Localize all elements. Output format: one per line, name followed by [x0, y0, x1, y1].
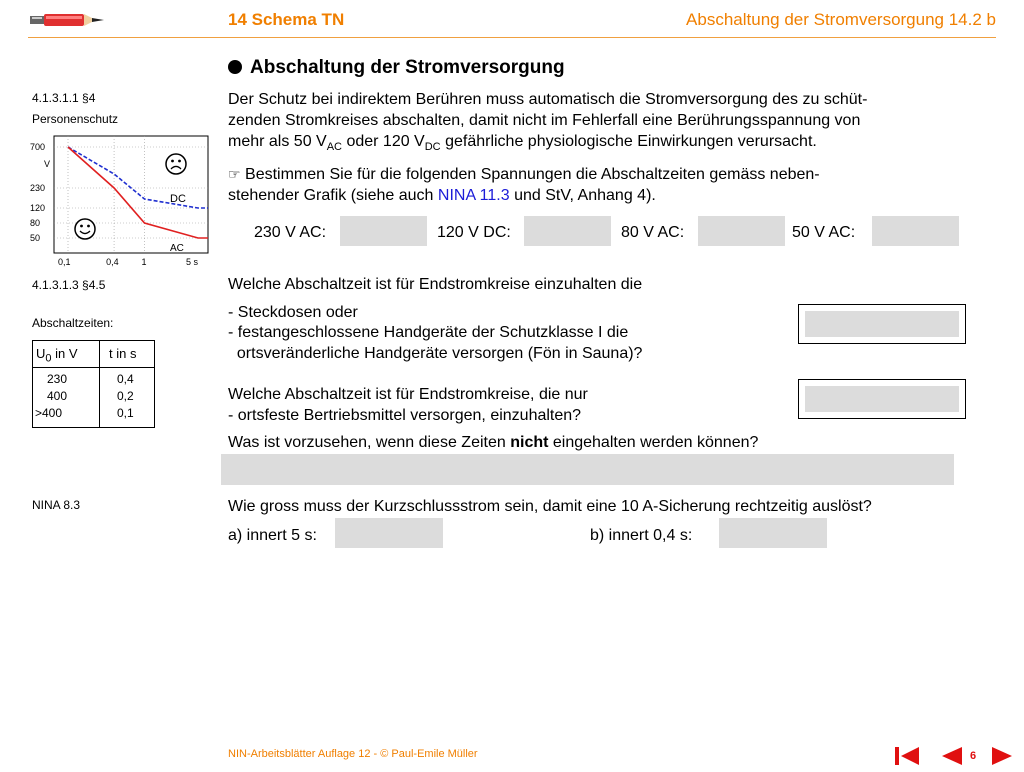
sidebar-ref-3: Abschaltzeiten:: [32, 316, 114, 330]
pencil-logo-icon: [28, 8, 108, 32]
footer-copyright: NIN-Arbeitsblätter Auflage 12 - © Paul-Emile Müller: [228, 748, 478, 760]
sidebar-ref-4: NINA 8.3: [32, 498, 81, 512]
x-tick-label: 1: [141, 257, 147, 267]
voltage-time-chart: [28, 134, 214, 268]
sidebar-ref-1-sub: Personenschutz: [32, 112, 119, 126]
task-line-1: ☞ Bestimmen Sie für die folgenden Spannungen die Abschaltzeiten gemäss neben-: [228, 166, 820, 183]
x-tick-label: 0,1: [58, 257, 71, 267]
answer-field-50ac[interactable]: [872, 216, 959, 246]
answer-field-80ac[interactable]: [698, 216, 785, 246]
shutdown-times-table: [32, 340, 155, 428]
nina-link[interactable]: NINA 11.3: [437, 187, 510, 204]
page-number: 6: [970, 750, 977, 762]
question-2-line-1: Welche Abschaltzeit ist für Endstromkreise, die nur: [228, 386, 588, 403]
table-divider: [33, 367, 154, 368]
question-4b-label: b) innert 0,4 s:: [590, 527, 693, 544]
y-tick-label: V: [44, 159, 51, 169]
table-cell: >400: [35, 406, 63, 420]
question-1-line-2: - festangeschlossene Handgeräte der Schutzklasse I die: [228, 324, 629, 341]
task-line-2: stehender Grafik (siehe auch NINA 11.3 und StV, Anhang 4).: [228, 187, 656, 204]
answer-field-120dc[interactable]: [524, 216, 611, 246]
bullet-icon: [228, 60, 242, 74]
pointing-hand-icon: ☞: [228, 167, 241, 183]
table-header-time: t in s: [109, 346, 137, 361]
table-cell: 0,4: [117, 372, 134, 386]
answer-field-230ac[interactable]: [340, 216, 427, 246]
voltage-label-80ac: 80 V AC:: [621, 224, 685, 241]
answer-field-question-2[interactable]: [798, 379, 966, 419]
y-tick-label: 700: [30, 142, 46, 152]
intro-line-3: mehr als 50 $V_{AC}$ oder 120 $V_{DC}$ gefährliche physiologische Einwirkungen verursacht.: [228, 133, 817, 154]
question-4a-label: a) innert 5 s:: [228, 527, 317, 544]
sidebar-ref-2: 4.1.3.1.3 §4.5: [32, 278, 106, 292]
voltage-label-230ac: 230 V AC:: [254, 224, 327, 241]
series-label-dc: DC: [170, 193, 186, 205]
table-cell: 0,1: [117, 406, 134, 420]
y-tick-label: 50: [30, 233, 41, 243]
answer-field-question-1[interactable]: [798, 304, 966, 344]
header-divider: [28, 37, 996, 38]
x-tick-label: 0,4: [106, 257, 119, 267]
table-cell: 0,2: [117, 389, 134, 403]
answer-field-fill: [805, 311, 959, 337]
question-3: Was ist vorzusehen, wenn diese Zeiten nicht eingehalten werden können?: [228, 434, 759, 451]
question-4: Wie gross muss der Kurzschlussstrom sein, damit eine 10 A-Sicherung rechtzeitig auslöst?: [228, 498, 872, 515]
main-heading: Abschaltung der Stromversorgung: [228, 57, 565, 79]
series-label-ac: AC: [170, 243, 184, 254]
sad-face-icon: [166, 154, 186, 174]
question-2-line-2: - ortsfeste Bertriebsmittel versorgen, einzuhalten?: [228, 407, 582, 424]
y-tick-label: 80: [30, 218, 41, 228]
answer-field-question-3[interactable]: [221, 454, 954, 485]
y-tick-label: 230: [30, 183, 46, 193]
voltage-label-120dc: 120 V DC:: [437, 224, 511, 241]
y-tick-label: 120: [30, 203, 46, 213]
smiley-face-icon: [75, 219, 95, 239]
x-tick-label: 5 s: [186, 257, 199, 267]
answer-field-question-4b[interactable]: [719, 518, 827, 548]
table-cell: 400: [47, 389, 68, 403]
question-1-intro: Welche Abschaltzeit ist für Endstromkreise einzuhalten die: [228, 276, 643, 293]
section-title: Abschaltung der Stromversorgung 14.2 b: [686, 10, 996, 29]
chapter-title: 14 Schema TN: [228, 10, 345, 29]
sidebar-ref-1: 4.1.3.1.1 §4: [32, 91, 96, 105]
answer-field-fill: [805, 386, 959, 412]
intro-line-2: zenden Stromkreises abschalten, damit nicht im Fehlerfall eine Berührungsspannung von: [228, 112, 861, 129]
voltage-label-50ac: 50 V AC:: [792, 224, 856, 241]
answer-field-question-4a[interactable]: [335, 518, 443, 548]
table-cell: 230: [47, 372, 68, 386]
table-divider: [99, 341, 100, 427]
question-1-line-3: ortsveränderliche Handgeräte versorgen (Fön in Sauna)?: [228, 345, 643, 362]
question-1-line-1: - Steckdosen oder: [228, 304, 358, 321]
table-header-voltage: $U_0$ in V: [36, 346, 78, 365]
intro-line-1: Der Schutz bei indirektem Berühren muss automatisch die Stromversorgung des zu schüt-: [228, 91, 868, 108]
